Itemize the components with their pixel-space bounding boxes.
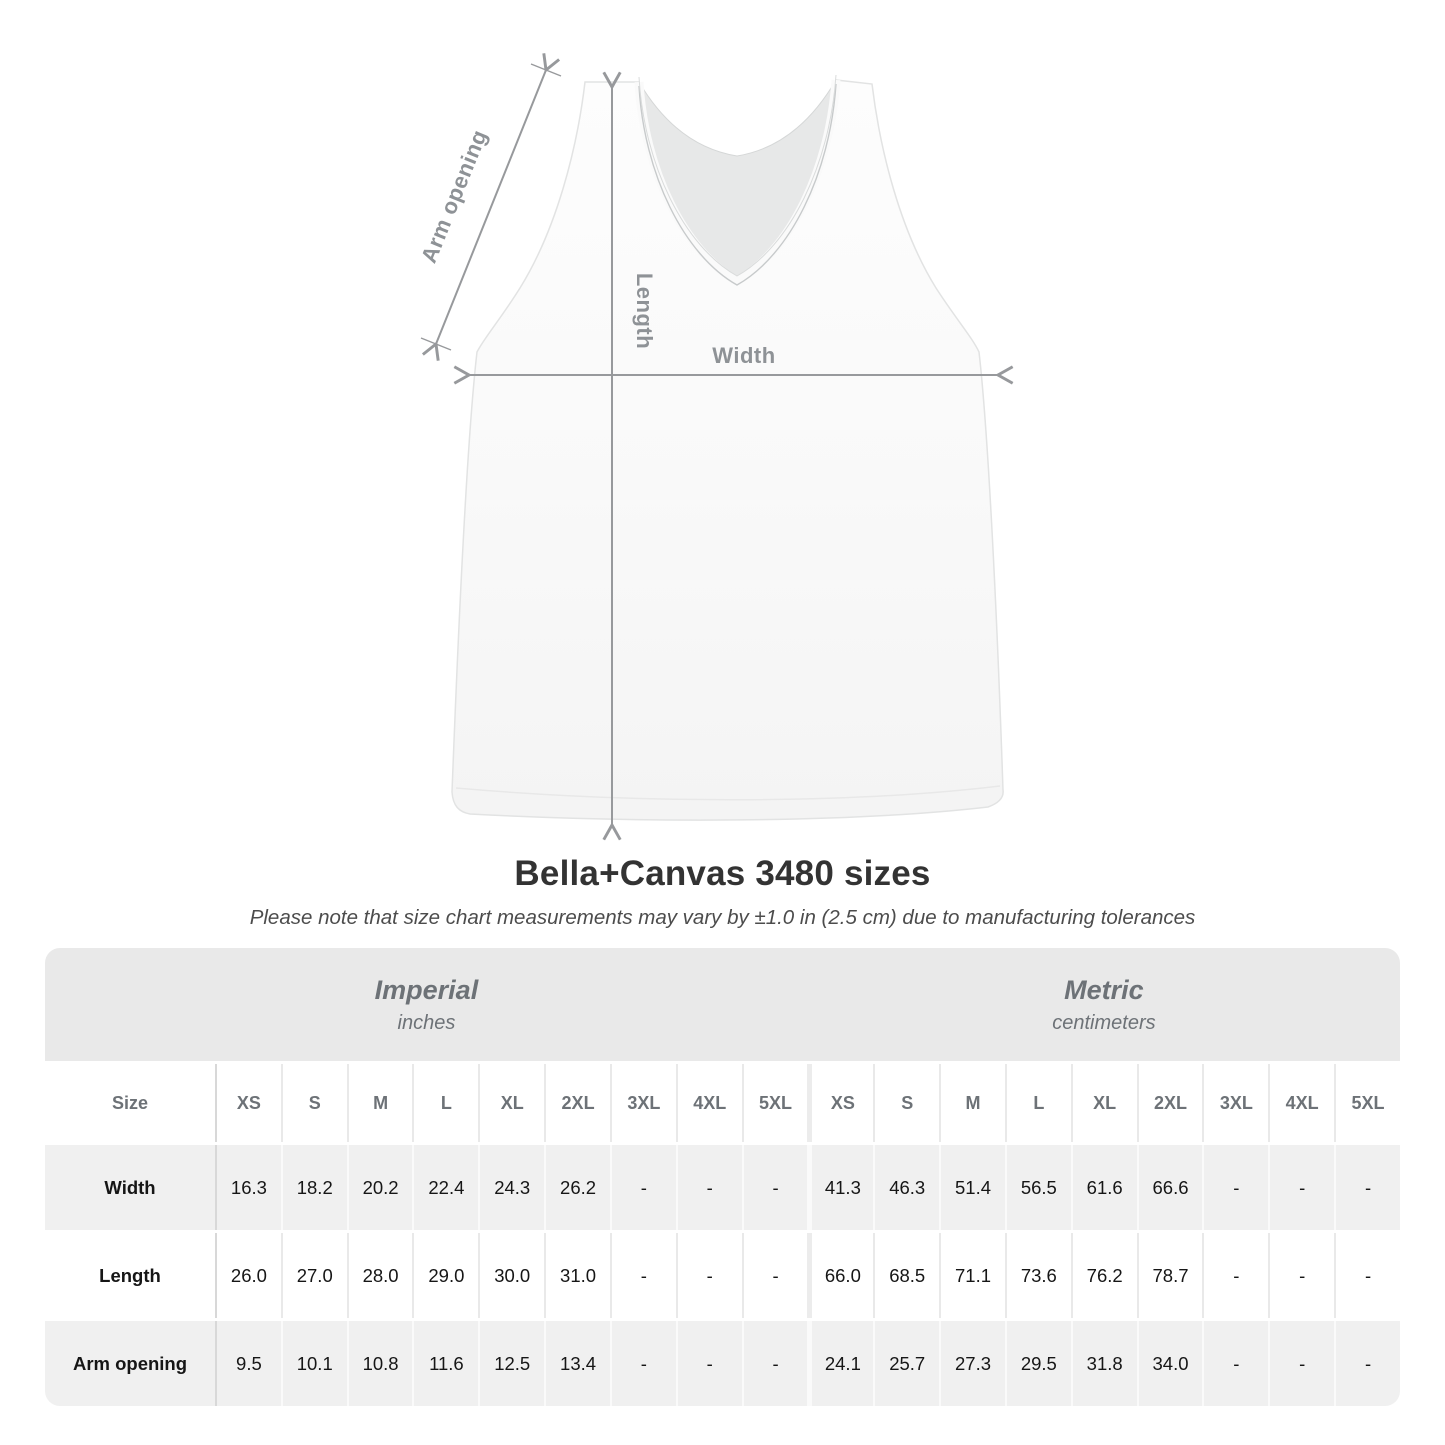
metric-size-4xl: 4XL <box>1268 1064 1334 1142</box>
metric-value: - <box>1334 1321 1400 1406</box>
metric-value: 78.7 <box>1137 1233 1203 1318</box>
metric-value: 25.7 <box>873 1321 939 1406</box>
tolerance-note: Please note that size chart measurements may vary by ±1.0 in (2.5 cm) due to manufacturing tolerances <box>249 906 1196 929</box>
imperial-size-m: M <box>347 1064 413 1142</box>
row-label: Arm opening <box>45 1321 215 1406</box>
imperial-value: 22.4 <box>412 1145 478 1230</box>
imperial-value: 28.0 <box>347 1233 413 1318</box>
metric-value: 51.4 <box>939 1145 1005 1230</box>
imperial-value: 31.0 <box>544 1233 610 1318</box>
metric-size-l: L <box>1005 1064 1071 1142</box>
imperial-value: - <box>676 1233 742 1318</box>
imperial-value: 18.2 <box>281 1145 347 1230</box>
arm-opening-end-tick-top <box>531 64 561 76</box>
metric-value: - <box>1334 1233 1400 1318</box>
imperial-value: - <box>610 1321 676 1406</box>
tank-top-svg <box>400 40 1040 850</box>
metric-size-5xl: 5XL <box>1334 1064 1400 1142</box>
imperial-value: 30.0 <box>478 1233 544 1318</box>
imperial-value: 26.2 <box>544 1145 610 1230</box>
metric-value: 71.1 <box>939 1233 1005 1318</box>
metric-value: 27.3 <box>939 1321 1005 1406</box>
imperial-value: 10.8 <box>347 1321 413 1406</box>
imperial-value: - <box>610 1145 676 1230</box>
imperial-value: 16.3 <box>215 1145 281 1230</box>
width-dimension-label: Width <box>712 343 776 368</box>
metric-size-m: M <box>939 1064 1005 1142</box>
metric-value: - <box>1202 1145 1268 1230</box>
row-label: Length <box>45 1233 215 1318</box>
imperial-size-l: L <box>412 1064 478 1142</box>
metric-value: - <box>1268 1233 1334 1318</box>
metric-value: 61.6 <box>1071 1145 1137 1230</box>
imperial-value: 29.0 <box>412 1233 478 1318</box>
size-header-row <box>45 1064 1400 1142</box>
metric-value: 73.6 <box>1005 1233 1071 1318</box>
metric-size-3xl: 3XL <box>1202 1064 1268 1142</box>
metric-value: 31.8 <box>1071 1321 1137 1406</box>
metric-size-xl: XL <box>1071 1064 1137 1142</box>
metric-value: - <box>1268 1321 1334 1406</box>
metric-value: 46.3 <box>873 1145 939 1230</box>
metric-value: 29.5 <box>1005 1321 1071 1406</box>
imperial-size-4xl: 4XL <box>676 1064 742 1142</box>
metric-value: 68.5 <box>873 1233 939 1318</box>
metric-size-s: S <box>873 1064 939 1142</box>
imperial-size-5xl: 5XL <box>742 1064 808 1142</box>
imperial-header <box>45 948 808 1061</box>
imperial-value: - <box>676 1145 742 1230</box>
imperial-value: 9.5 <box>215 1321 281 1406</box>
unit-system-header-band <box>45 948 1400 1061</box>
imperial-value: 10.1 <box>281 1321 347 1406</box>
imperial-value: 27.0 <box>281 1233 347 1318</box>
imperial-value: 12.5 <box>478 1321 544 1406</box>
metric-value: 66.0 <box>807 1233 873 1318</box>
metric-value: 56.5 <box>1005 1145 1071 1230</box>
metric-value: 41.3 <box>807 1145 873 1230</box>
metric-unit: centimeters <box>1052 1011 1156 1034</box>
imperial-value: 11.6 <box>412 1321 478 1406</box>
metric-header <box>808 948 1400 1061</box>
page-title: Bella+Canvas 3480 sizes <box>514 854 931 893</box>
imperial-title: Imperial <box>374 974 479 1005</box>
metric-value: - <box>1202 1321 1268 1406</box>
metric-value: 66.6 <box>1137 1145 1203 1230</box>
imperial-value: - <box>676 1321 742 1406</box>
imperial-value: 26.0 <box>215 1233 281 1318</box>
metric-value: 34.0 <box>1137 1321 1203 1406</box>
imperial-size-xl: XL <box>478 1064 544 1142</box>
size-table <box>45 1061 1400 1409</box>
tank-top-measurement-diagram <box>400 40 1040 850</box>
size-chart <box>45 948 1400 1409</box>
measurement-row-arm-opening <box>45 1321 1400 1406</box>
size-header-cell: Size <box>45 1064 215 1142</box>
metric-size-2xl: 2XL <box>1137 1064 1203 1142</box>
metric-value: 76.2 <box>1071 1233 1137 1318</box>
imperial-value: - <box>742 1233 808 1318</box>
arm-opening-end-tick-bottom <box>421 338 451 350</box>
imperial-size-3xl: 3XL <box>610 1064 676 1142</box>
imperial-value: - <box>610 1233 676 1318</box>
length-dimension-label: Length <box>632 272 657 350</box>
imperial-size-s: S <box>281 1064 347 1142</box>
metric-title: Metric <box>1064 974 1144 1005</box>
metric-size-xs: XS <box>807 1064 873 1142</box>
tank-top-garment <box>452 75 1003 820</box>
row-label: Width <box>45 1145 215 1230</box>
imperial-size-2xl: 2XL <box>544 1064 610 1142</box>
metric-value: - <box>1268 1145 1334 1230</box>
imperial-unit: inches <box>397 1011 456 1034</box>
metric-value: - <box>1334 1145 1400 1230</box>
imperial-value: 13.4 <box>544 1321 610 1406</box>
measurement-row-length <box>45 1233 1400 1318</box>
imperial-value: 24.3 <box>478 1145 544 1230</box>
metric-value: - <box>1202 1233 1268 1318</box>
measurement-row-width <box>45 1145 1400 1230</box>
metric-value: 24.1 <box>807 1321 873 1406</box>
imperial-value: - <box>742 1321 808 1406</box>
imperial-value: 20.2 <box>347 1145 413 1230</box>
imperial-size-xs: XS <box>215 1064 281 1142</box>
arm-opening-dimension-label: Arm opening <box>416 126 493 267</box>
imperial-value: - <box>742 1145 808 1230</box>
